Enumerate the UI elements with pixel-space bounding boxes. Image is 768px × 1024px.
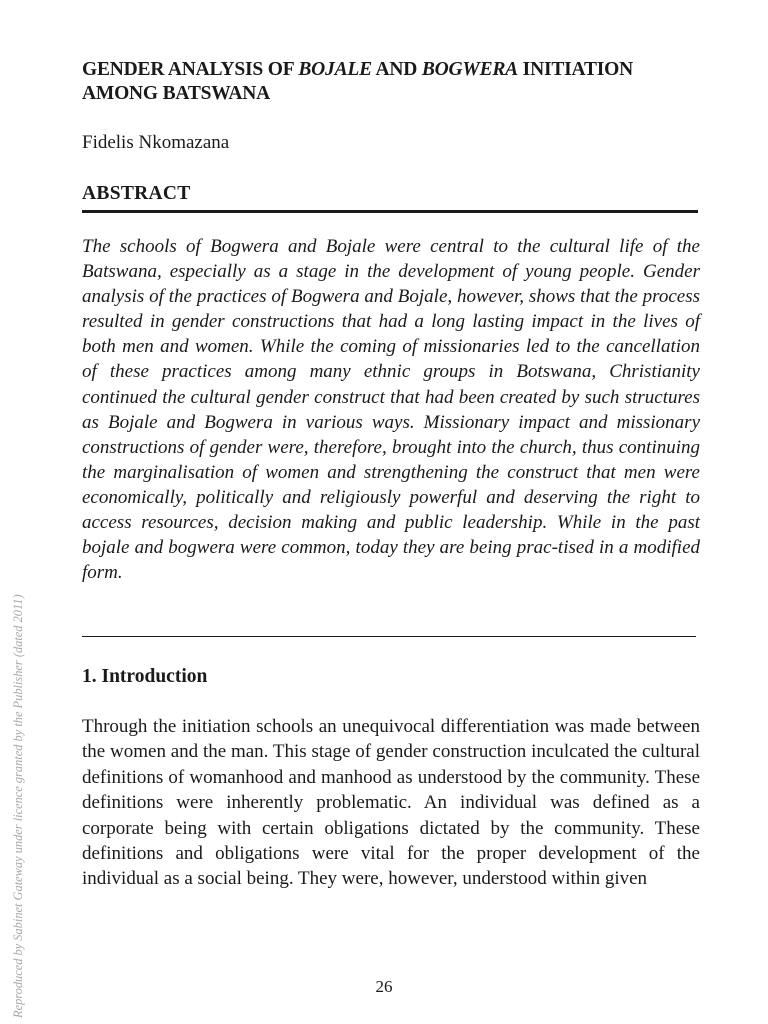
publisher-watermark: Reproduced by Sabinet Gateway under licence granted by the Publisher (dated 2011) — [11, 594, 25, 1018]
section-heading-introduction: 1. Introduction — [82, 666, 208, 687]
introduction-text: Through the initiation schools an unequivocal differentiation was made between the women and the man. This stage of gender construction inculcated the cultural definitions of womanhood and manhood as understood by the community. These definitions were inherently problematic. An individual was defined as a corporate being with certain obligations dictated by the community. These definitions and obligations were vital for the proper development of the individual as a social being. They were, however, understood within given — [82, 716, 700, 890]
author-name: Fidelis Nkomazana — [82, 132, 230, 153]
page-number: 26 — [375, 977, 393, 996]
title-italic-bojale: BOJALE — [298, 59, 372, 80]
title-part-3: INITIATION AMONG BATSWANA — [82, 59, 634, 104]
title-italic-bogwera: BOGWERA — [421, 59, 518, 80]
abstract-divider-bottom — [82, 636, 696, 637]
abstract-divider-top — [82, 210, 698, 213]
abstract-heading: ABSTRACT — [82, 183, 191, 204]
abstract-text: The schools of Bogwera and Bojale were central to the cultural life of the Batswana, especially as a stage in the development of young people. Gender analysis of the practices of Bogwera and Bojale, however, shows that the process resulted in gender constructions that had a long lasting impact in the lives of both men and women. While the coming of missionaries led to the cancellation of these practices among many ethnic groups in Botswana, Christianity continued the cultural gender construct that had been created by such structures as Bojale and Bogwera in various ways. Missionary impact and missionary constructions of gender were, therefore, brought into the church, thus continuing the marginalisation of women and strengthening the construct that men were economically, politically and religiously powerful and deserving the right to access resources, decision making and public leadership. While in the past bojale and bogwera were common, today they are being prac-tised in a modified form. — [82, 236, 700, 584]
title-part-1: GENDER ANALYSIS OF — [82, 59, 299, 80]
paper-title — [82, 58, 702, 106]
title-part-2: AND — [371, 59, 422, 80]
